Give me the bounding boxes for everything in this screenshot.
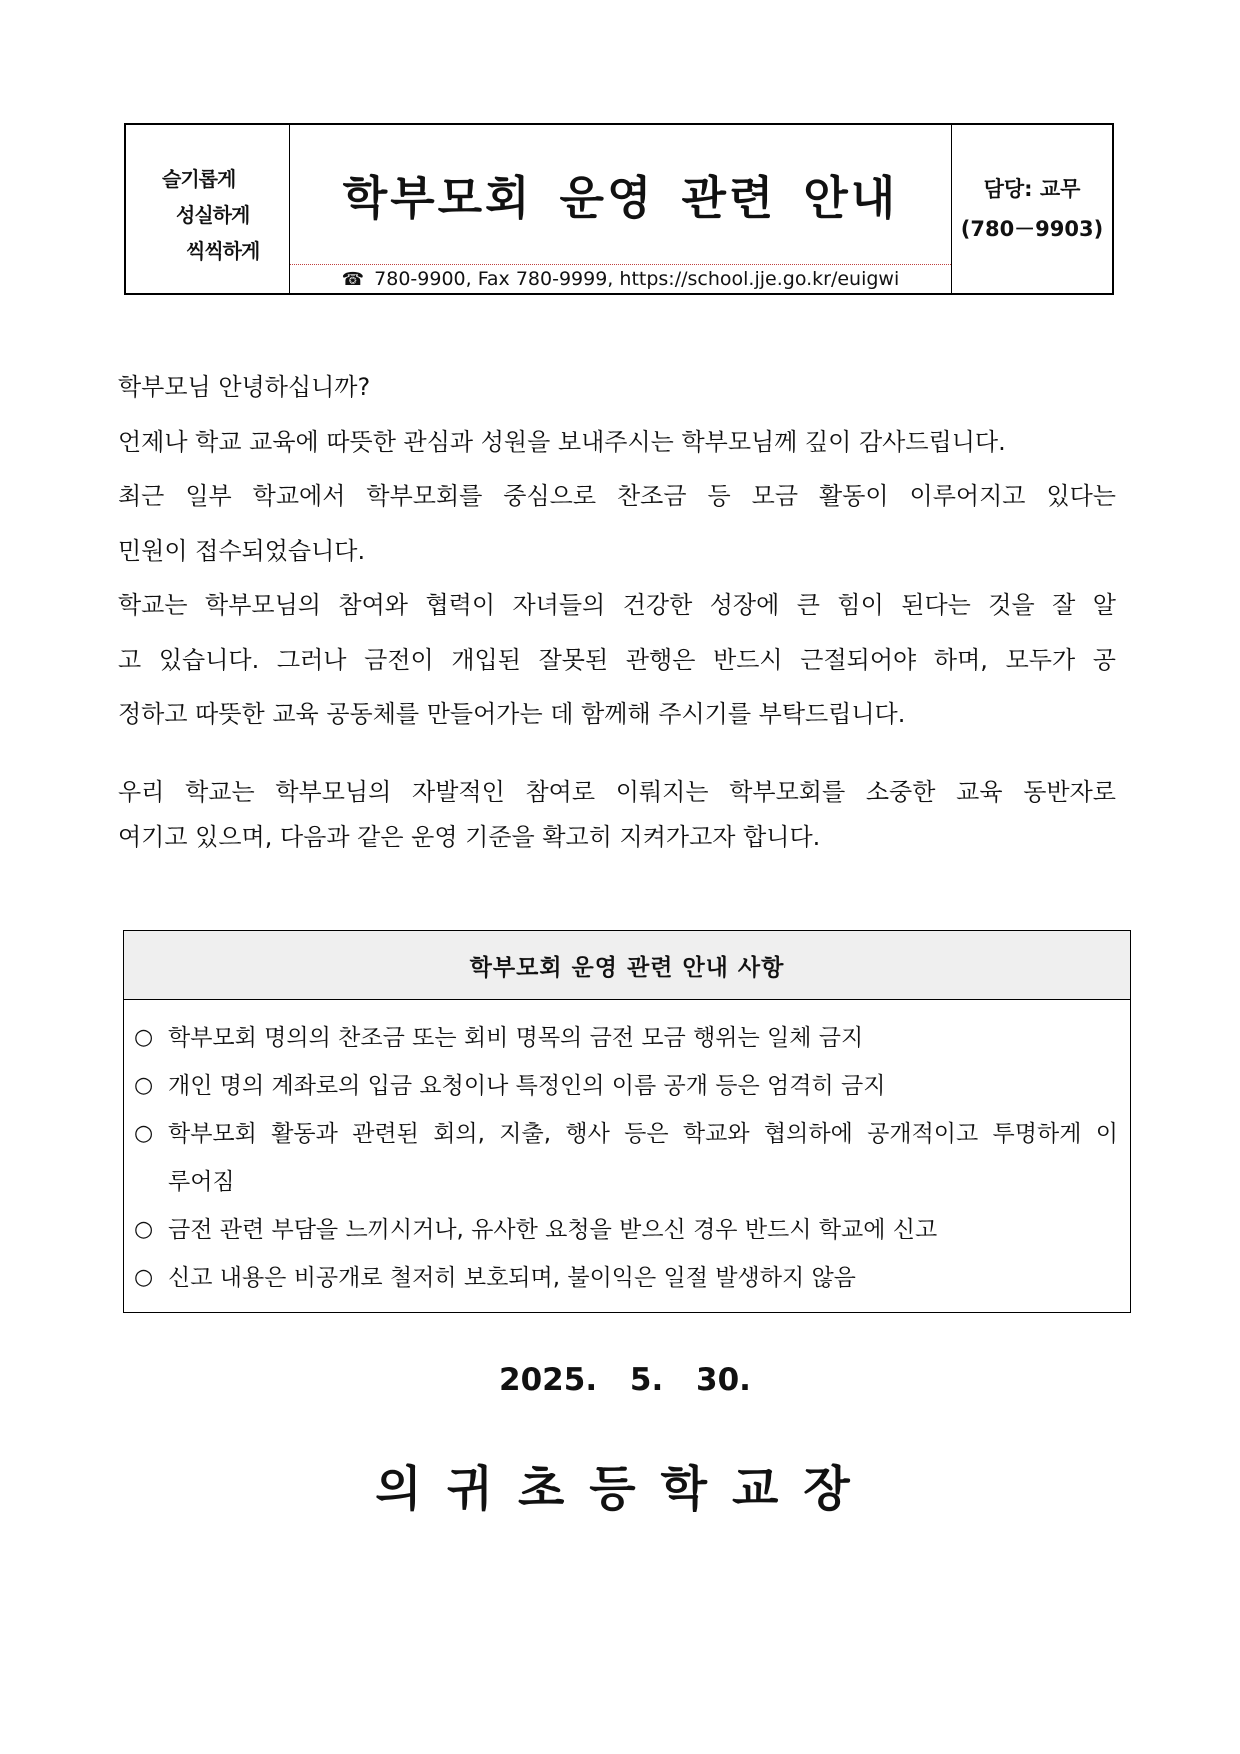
paragraph-line: 최근 일부 학교에서 학부모회를 중심으로 찬조금 등 모금 활동이 이루어지고 있다는	[118, 482, 1116, 510]
school-motto	[126, 125, 290, 293]
list-item-text: 금전 관련 부담을 느끼시거나, 유사한 요청을 받으신 경우 반드시 학교에 신고	[168, 1217, 938, 1243]
principal-signature: 의귀초등학교장	[375, 1461, 875, 1517]
motto-line: 씩씩하게	[186, 239, 260, 263]
issue-date: 2025. 5. 30.	[499, 1362, 751, 1398]
circle-bullet-icon: ○	[134, 1073, 154, 1098]
paragraph-line: 우리 학교는 학부모님의 자발적인 참여로 이뤄지는 학부모회를 소중한 교육 동반자로	[118, 777, 1116, 806]
motto-line: 성실하게	[176, 203, 250, 227]
list-item-text: 루어짐	[168, 1169, 235, 1195]
phone-number: 780-9900,	[374, 268, 472, 290]
list-item	[134, 1062, 1118, 1110]
list-item-text: 개인 명의 계좌로의 입금 요청이나 특정인의 이름 공개 등은 엄격히 금지	[168, 1073, 886, 1099]
title-cell	[290, 125, 952, 293]
list-item	[134, 1254, 1118, 1302]
paragraph-line: 학교는 학부모님의 참여와 협력이 자녀들의 건강한 성장에 큰 힘이 된다는 것을 잘 알	[118, 591, 1116, 619]
notice-table	[123, 930, 1131, 1313]
list-item	[134, 1206, 1118, 1254]
motto-line: 슬기롭게	[162, 167, 236, 191]
fax-number: Fax 780-9999,	[477, 268, 614, 290]
phone-icon: ☎	[341, 268, 365, 290]
circle-bullet-icon: ○	[134, 1025, 154, 1050]
manager-label: 담당: 교무	[983, 177, 1081, 201]
circle-bullet-icon: ○	[134, 1217, 154, 1242]
paragraph-line: 민원이 접수되었습니다.	[118, 536, 366, 565]
school-url[interactable]: https://school.jje.go.kr/euigwi	[619, 268, 900, 290]
list-item-text: 학부모회 활동과 관련된 회의, 지출, 행사 등은 학교와 협의하에 공개적이고 투명하게 이	[168, 1121, 1118, 1147]
contact-line	[290, 265, 951, 293]
paragraph-line: 고 있습니다. 그러나 금전이 개입된 잘못된 관행은 반드시 근절되어야 하며, 모두가 공	[118, 645, 1116, 674]
greeting: 학부모님 안녕하십니까?	[118, 373, 371, 401]
manager-cell	[952, 125, 1112, 293]
circle-bullet-icon: ○	[134, 1121, 154, 1146]
notice-heading: 학부모회 운영 관련 안내 사항	[124, 931, 1130, 1000]
notice-list	[124, 1000, 1130, 1302]
list-item	[134, 1110, 1118, 1158]
list-item	[134, 1014, 1118, 1062]
paragraph-line: 여기고 있으며, 다음과 같은 운영 기준을 확고히 지켜가고자 합니다.	[118, 822, 821, 851]
header-box	[124, 123, 1114, 295]
page-title: 학부모회 운영 관련 안내	[342, 170, 899, 225]
list-item-text: 학부모회 명의의 찬조금 또는 회비 명목의 금전 모금 행위는 일체 금지	[168, 1025, 864, 1051]
title-area	[290, 125, 951, 265]
letter-body	[118, 360, 1116, 860]
paragraph-line: 언제나 학교 교육에 따뜻한 관심과 성원을 보내주시는 학부모님께 깊이 감사드립니다.	[118, 427, 1006, 456]
manager-phone: (780－9903)	[960, 217, 1104, 241]
paragraph-line: 정하고 따뜻한 교육 공동체를 만들어가는 데 함께해 주시기를 부탁드립니다.	[118, 700, 906, 728]
list-item-text: 신고 내용은 비공개로 철저히 보호되며, 불이익은 일절 발생하지 않음	[168, 1265, 856, 1291]
list-item-continued	[134, 1158, 1118, 1206]
circle-bullet-icon: ○	[134, 1265, 154, 1290]
